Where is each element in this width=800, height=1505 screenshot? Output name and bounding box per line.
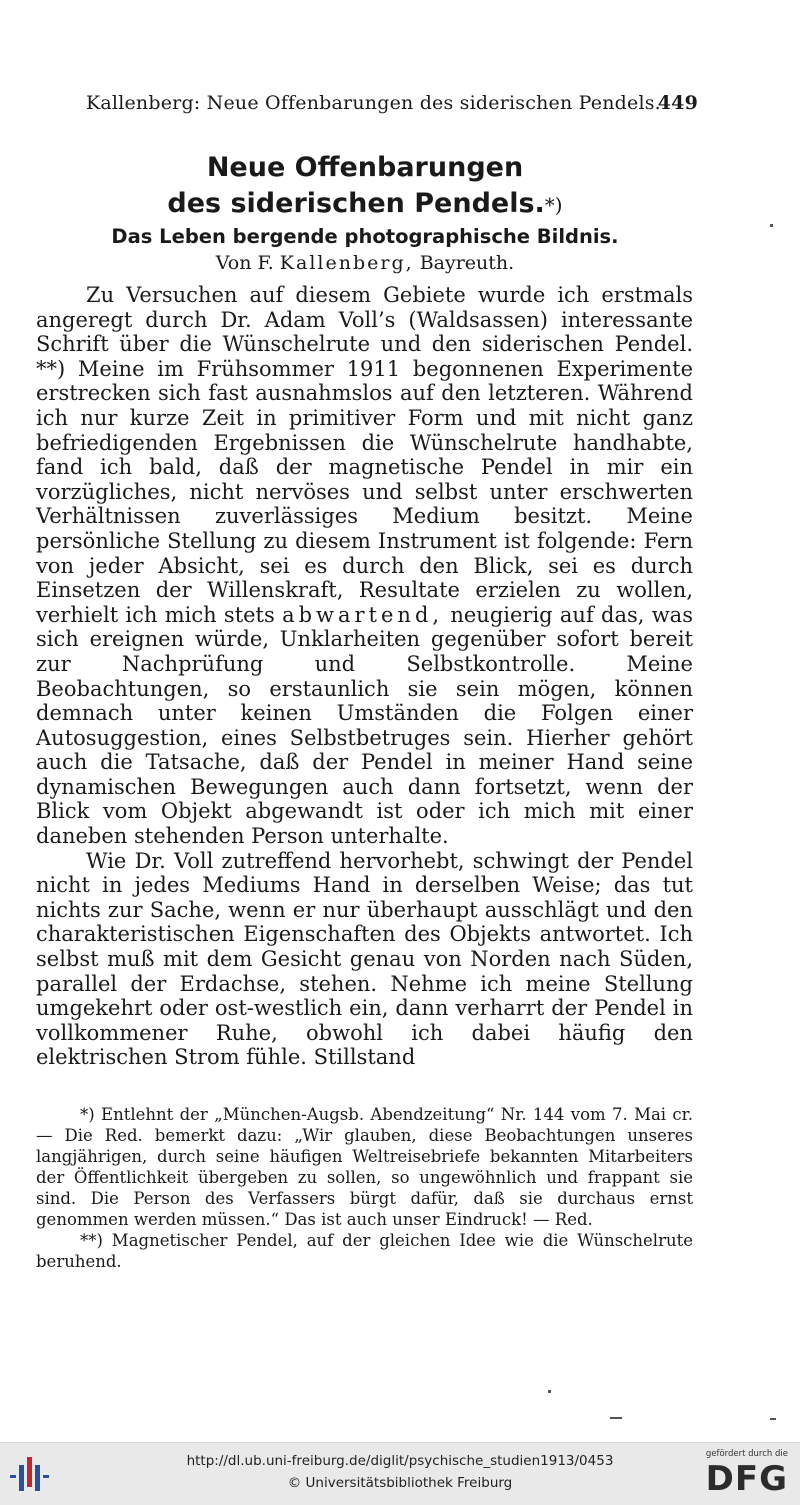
paragraph-1 <box>36 283 693 849</box>
scan-speck <box>610 1417 622 1419</box>
scan-speck <box>770 224 773 227</box>
paragraph-1-spaced-word: abwartend, <box>282 602 444 627</box>
article-title-text: des siderischen Pendels. <box>167 188 545 219</box>
paragraph-1-part-2: neugierig auf das, was sich ereignen würde, Unklarheiten gegenüber sofort bereit zur Nachprüfung und Selbstkontrolle. Meine Beobachtungen, so erstaunlich sie sein mögen, können demnach unter keinen Umständen die Folgen einer Autosuggestion, eines Selbstbetruges sein. Hierher gehört auch die Tatsache, daß der Pendel in meiner Hand seine dynamischen Bewegungen auch dann fortsetzt, wenn der Blick vom Objekt abgewandt ist oder ich mich mit einer daneben stehenden Person unterhalte. <box>36 602 693 849</box>
running-head-title: Kallenberg: Neue Offenbarungen des siderischen Pendels. <box>86 92 661 114</box>
article-subtitle: Das Leben bergende photographische Bildnis. <box>111 225 619 248</box>
permalink-url[interactable]: http://dl.ub.uni-freiburg.de/diglit/psychische_studien1913/0453 <box>186 1453 614 1469</box>
dfg-tagline: gefördert durch die <box>705 1449 788 1459</box>
byline-place: Bayreuth. <box>419 252 515 274</box>
paragraph-2: Wie Dr. Voll zutreffend hervorhebt, schwingt der Pendel nicht in jedes Mediums Hand in derselben Weise; das tut nichts zur Sache, wenn er nur überhaupt ausschlägt und den charakteristischen Eigenschaften des Objekts antwortet. Ich selbst muß mit dem Gesicht genau von Norden nach Süden, parallel der Erdachse, stehen. Nehme ich meine Stellung umgekehrt oder ost-westlich ein, dann verharrt der Pendel in vollkommener Ruhe, obwohl ich dabei häufig den elektrischen Strom fühle. Stillstand <box>36 848 693 1070</box>
running-head <box>86 92 698 114</box>
viewer-footer <box>0 1442 800 1505</box>
scan-speck <box>770 1418 776 1420</box>
footnotes <box>36 1104 693 1272</box>
page-number: 449 <box>657 92 698 114</box>
scan-speck <box>548 1390 551 1393</box>
footnote-2: **) Magnetischer Pendel, auf der gleichen Idee wie die Wünschelrute beruhend. <box>36 1231 693 1271</box>
article-body <box>36 283 693 1070</box>
dfg-logo[interactable]: DFG <box>705 1459 788 1499</box>
title-footnote-mark: *) <box>544 193 563 217</box>
copyright-notice: © Universitätsbibliothek Freiburg <box>287 1475 513 1491</box>
byline-author: Kallenberg, <box>279 252 414 274</box>
article-title-line-2 <box>0 188 730 221</box>
article-title-line-1: Neue Offenbarungen <box>206 152 524 183</box>
byline-prefix: Von F. <box>215 252 274 274</box>
byline <box>0 252 730 274</box>
paragraph-1-part-1: Zu Versuchen auf diesem Gebiete wurde ich erstmals angeregt durch Dr. Adam Voll’s (Waldsassen) interessante Schrift über die Wünschelrute und den siderischen Pendel. **) Meine im Frühsommer 1911 begonnenen Experimente erstrecken sich fast ausnahmslos auf den letzteren. Während ich nur kurze Zeit in primitiver Form und mit nicht ganz befriedigenden Ergebnissen die Wünschelrute handhabte, fand ich bald, daß der magnetische Pendel in mir ein vorzügliches, nicht nervöses und selbst unter erschwerten Verhältnissen zuverlässiges Medium besitzt. Meine persönliche Stellung zu diesem Instrument ist folgende: Fern von jeder Absicht, sei es durch den Blick, sei es durch Einsetzen der Willenskraft, Resultate erzielen zu wollen, verhielt ich mich stets <box>36 283 693 627</box>
footnote-1: *) Entlehnt der „München-Augsb. Abendzeitung“ Nr. 144 vom 7. Mai cr. — Die Red. bemerkt dazu: „Wir glauben, diese Beobachtungen unseres langjährigen, durch seine häufigen Weltreisebriefe bekannten Mitarbeiters der Öffentlichkeit übergeben zu sollen, so ungewöhnlich und frappant sie sind. Die Person des Verfassers bürgt dafür, daß sie durchaus ernst genommen werden müssen.“ Das ist auch unser Eindruck! — Red. <box>36 1105 693 1229</box>
